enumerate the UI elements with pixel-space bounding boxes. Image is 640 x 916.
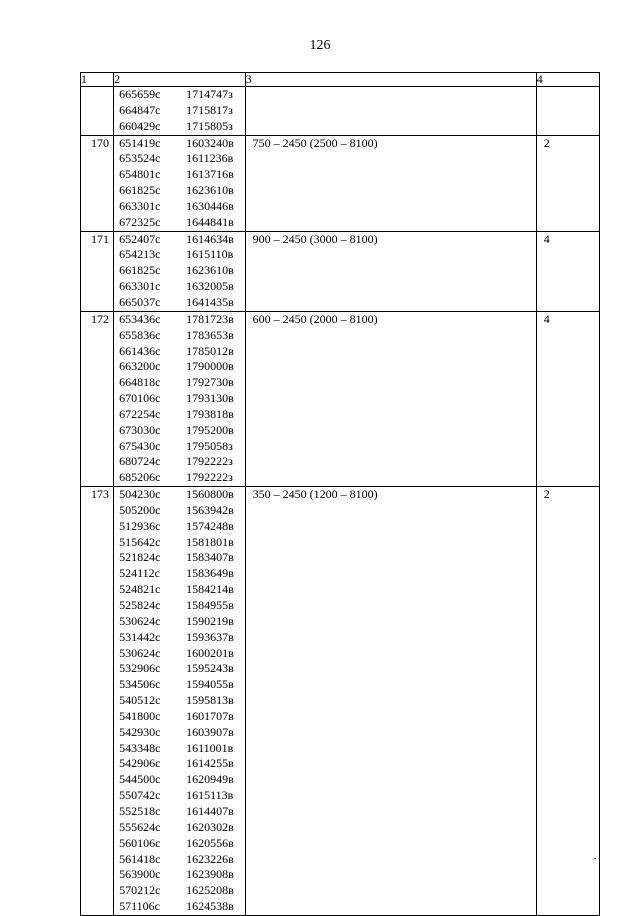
coordinate-list — [114, 135, 246, 231]
longitude-value: 1644841в — [186, 214, 234, 229]
latitude-value: 680724с — [119, 454, 161, 469]
height-range: 900 – 2450 (3000 – 8100) — [245, 231, 536, 311]
coordinate-pair — [119, 232, 245, 248]
longitude-value: 1781723в — [186, 311, 234, 326]
longitude-value: 1632005в — [186, 279, 234, 294]
longitude-value: 1792222з — [186, 470, 233, 485]
coordinate-pair — [119, 487, 245, 503]
latitude-value: 665659с — [119, 87, 161, 101]
latitude-value: 670106с — [119, 391, 161, 406]
longitude-value: 1614255в — [186, 756, 234, 771]
longitude-value: 1595813в — [186, 693, 234, 708]
coordinate-pair — [119, 328, 245, 344]
longitude-value: 1595243в — [186, 661, 234, 676]
latitude-value: 541800с — [119, 708, 161, 723]
latitude-value: 653524с — [119, 151, 161, 166]
row-number: 171 — [81, 231, 114, 311]
category-value: 2 — [536, 487, 599, 916]
longitude-value: 1625208в — [186, 883, 234, 898]
latitude-value: 560106с — [119, 835, 161, 850]
longitude-value: 1620302в — [186, 819, 234, 834]
coordinate-pair — [119, 725, 245, 741]
longitude-value: 1792730в — [186, 375, 234, 390]
longitude-value: 1593637в — [186, 629, 234, 644]
longitude-value: 1614407в — [186, 803, 234, 818]
longitude-value: 1624538в — [186, 899, 234, 914]
coordinate-pair — [119, 614, 245, 630]
coordinate-pair — [119, 439, 245, 455]
longitude-value: 1623610в — [186, 183, 234, 198]
category-value — [536, 87, 599, 136]
latitude-value: 663301с — [119, 198, 161, 213]
coordinate-pair — [119, 470, 245, 486]
latitude-value: 552518с — [119, 803, 161, 818]
coordinate-pair — [119, 375, 245, 391]
page-number: 126 — [309, 38, 331, 53]
coordinate-pair — [119, 677, 245, 693]
longitude-value: 1785012в — [186, 343, 234, 358]
category-value: 2 — [536, 135, 599, 231]
longitude-value: 1615113в — [186, 788, 234, 803]
latitude-value: 530624с — [119, 645, 161, 660]
coordinate-pair — [119, 836, 245, 852]
latitude-value: 504230с — [119, 487, 161, 502]
coordinate-pair — [119, 756, 245, 772]
latitude-value: 524112с — [119, 566, 161, 581]
longitude-value: 1715817з — [186, 102, 233, 117]
latitude-value: 521824с — [119, 550, 161, 565]
coordinate-pair — [119, 87, 245, 103]
longitude-value: 1611236в — [186, 151, 234, 166]
coordinate-pair — [119, 247, 245, 263]
coordinate-pair — [119, 119, 245, 135]
coordinate-pair — [119, 630, 245, 646]
row-number: 173 — [81, 487, 114, 916]
coordinate-pair — [119, 693, 245, 709]
longitude-value: 1584955в — [186, 598, 234, 612]
coordinate-pair — [119, 852, 245, 868]
longitude-value: 1583649в — [186, 566, 234, 581]
latitude-value: 542906с — [119, 756, 161, 771]
longitude-value: 1581801в — [186, 534, 234, 549]
latitude-value: 661436с — [119, 343, 161, 358]
coordinate-pair — [119, 279, 245, 295]
coordinate-pair — [119, 167, 245, 183]
header-col-2: 2 — [114, 73, 246, 87]
longitude-value: 1611001в — [186, 740, 234, 755]
longitude-value: 1793818в — [186, 406, 234, 421]
coordinate-pair — [119, 263, 245, 279]
longitude-value: 1563942в — [186, 502, 234, 517]
latitude-value: 571106с — [119, 899, 161, 914]
latitude-value: 663301с — [119, 279, 161, 294]
table-row — [81, 487, 600, 916]
coordinate-pair — [119, 582, 245, 598]
latitude-value: 673030с — [119, 422, 161, 437]
header-col-4: 4 — [536, 73, 599, 87]
coordinate-pair — [119, 598, 245, 614]
table-header-row — [81, 73, 600, 87]
height-range: 600 – 2450 (2000 – 8100) — [245, 311, 536, 486]
row-number: 172 — [81, 311, 114, 486]
height-range: 350 – 2450 (1200 – 8100) — [245, 487, 536, 916]
table-row — [81, 231, 600, 311]
latitude-value: 660429с — [119, 118, 161, 133]
coordinates-table — [80, 72, 600, 916]
longitude-value: 1574248в — [186, 518, 234, 533]
coordinate-pair — [119, 359, 245, 375]
category-value: 4 — [536, 311, 599, 486]
latitude-value: 534506с — [119, 677, 161, 692]
longitude-value: 1560800в — [186, 487, 234, 502]
latitude-value: 685206с — [119, 470, 161, 485]
coordinate-pair — [119, 391, 245, 407]
longitude-value: 1714747з — [186, 87, 233, 101]
coordinate-list — [114, 487, 246, 916]
coordinate-pair — [119, 709, 245, 725]
latitude-value: 663200с — [119, 359, 161, 374]
coordinate-pair — [119, 899, 245, 915]
table-row — [81, 135, 600, 231]
longitude-value: 1795200в — [186, 422, 234, 437]
table-row — [81, 87, 600, 136]
longitude-value: 1793130в — [186, 391, 234, 406]
latitude-value: 561418с — [119, 851, 161, 866]
coordinate-pair — [119, 183, 245, 199]
latitude-value: 661825с — [119, 263, 161, 278]
category-value: 4 — [536, 231, 599, 311]
longitude-value: 1783653в — [186, 327, 234, 342]
longitude-value: 1584214в — [186, 582, 234, 597]
latitude-value: 654801с — [119, 167, 161, 182]
coordinate-pair — [119, 661, 245, 677]
coordinate-pair — [119, 550, 245, 566]
longitude-value: 1614634в — [186, 231, 234, 246]
row-number: 170 — [81, 135, 114, 231]
coordinate-pair — [119, 820, 245, 836]
latitude-value: 544500с — [119, 772, 161, 787]
longitude-value: 1630446в — [186, 198, 234, 213]
latitude-value: 505200с — [119, 502, 161, 517]
latitude-value: 512936с — [119, 518, 161, 533]
coordinate-pair — [119, 151, 245, 167]
coordinate-pair — [119, 535, 245, 551]
latitude-value: 652407с — [119, 231, 161, 246]
coordinate-pair — [119, 199, 245, 215]
latitude-value: 525824с — [119, 598, 161, 612]
coordinate-pair — [119, 804, 245, 820]
coordinate-pair — [119, 344, 245, 360]
coordinate-pair — [119, 295, 245, 311]
latitude-value: 531442с — [119, 629, 161, 644]
coordinate-pair — [119, 566, 245, 582]
longitude-value: 1620949в — [186, 772, 234, 787]
longitude-value: 1601707в — [186, 708, 234, 723]
coordinate-pair — [119, 503, 245, 519]
coordinate-pair — [119, 136, 245, 152]
longitude-value: 1795058з — [186, 438, 233, 453]
latitude-value: 672325с — [119, 214, 161, 229]
longitude-value: 1623908в — [186, 867, 234, 882]
longitude-value: 1715805з — [186, 118, 233, 133]
longitude-value: 1623226в — [186, 851, 234, 866]
height-range: 750 – 2450 (2500 – 8100) — [245, 135, 536, 231]
coordinate-pair — [119, 407, 245, 423]
latitude-value: 540512с — [119, 693, 161, 708]
longitude-value: 1613716в — [186, 167, 234, 182]
latitude-value: 664818с — [119, 375, 161, 390]
height-range — [245, 87, 536, 136]
coordinate-pair — [119, 103, 245, 119]
longitude-value: 1600201в — [186, 645, 234, 660]
footer-mark: . — [594, 851, 597, 861]
latitude-value: 655836с — [119, 327, 161, 342]
longitude-value: 1603240в — [186, 135, 234, 150]
coordinate-pair — [119, 741, 245, 757]
latitude-value: 543348с — [119, 740, 161, 755]
coordinate-list — [114, 87, 246, 136]
longitude-value: 1615110в — [186, 247, 234, 262]
latitude-value: 672254с — [119, 406, 161, 421]
latitude-value: 550742с — [119, 788, 161, 803]
latitude-value: 665037с — [119, 294, 161, 309]
longitude-value: 1790000в — [186, 359, 234, 374]
latitude-value: 661825с — [119, 183, 161, 198]
latitude-value: 653436с — [119, 311, 161, 326]
coordinate-list — [114, 231, 246, 311]
coordinate-pair — [119, 883, 245, 899]
latitude-value: 524821с — [119, 582, 161, 597]
latitude-value: 654213с — [119, 247, 161, 262]
header-col-3: 3 — [245, 73, 536, 87]
header-col-1: 1 — [81, 73, 114, 87]
coordinate-pair — [119, 867, 245, 883]
latitude-value: 555624с — [119, 819, 161, 834]
longitude-value: 1623610в — [186, 263, 234, 278]
latitude-value: 532906с — [119, 661, 161, 676]
longitude-value: 1792222з — [186, 454, 233, 469]
row-number — [81, 87, 114, 136]
coordinate-list — [114, 311, 246, 486]
table-row — [81, 311, 600, 486]
latitude-value: 570212с — [119, 883, 161, 898]
longitude-value: 1641435в — [186, 294, 234, 309]
longitude-value: 1620556в — [186, 835, 234, 850]
latitude-value: 530624с — [119, 613, 161, 628]
coordinate-pair — [119, 312, 245, 328]
longitude-value: 1590219в — [186, 613, 234, 628]
latitude-value: 542930с — [119, 724, 161, 739]
longitude-value: 1594055в — [186, 677, 234, 692]
coordinate-pair — [119, 215, 245, 231]
latitude-value: 563900с — [119, 867, 161, 882]
latitude-value: 651419с — [119, 135, 161, 150]
latitude-value: 515642с — [119, 534, 161, 549]
coordinate-pair — [119, 454, 245, 470]
coordinate-pair — [119, 519, 245, 535]
latitude-value: 675430с — [119, 438, 161, 453]
latitude-value: 664847с — [119, 102, 161, 117]
longitude-value: 1603907в — [186, 724, 234, 739]
coordinate-pair — [119, 788, 245, 804]
longitude-value: 1583407в — [186, 550, 234, 565]
coordinate-pair — [119, 772, 245, 788]
coordinate-pair — [119, 423, 245, 439]
coordinate-pair — [119, 646, 245, 662]
